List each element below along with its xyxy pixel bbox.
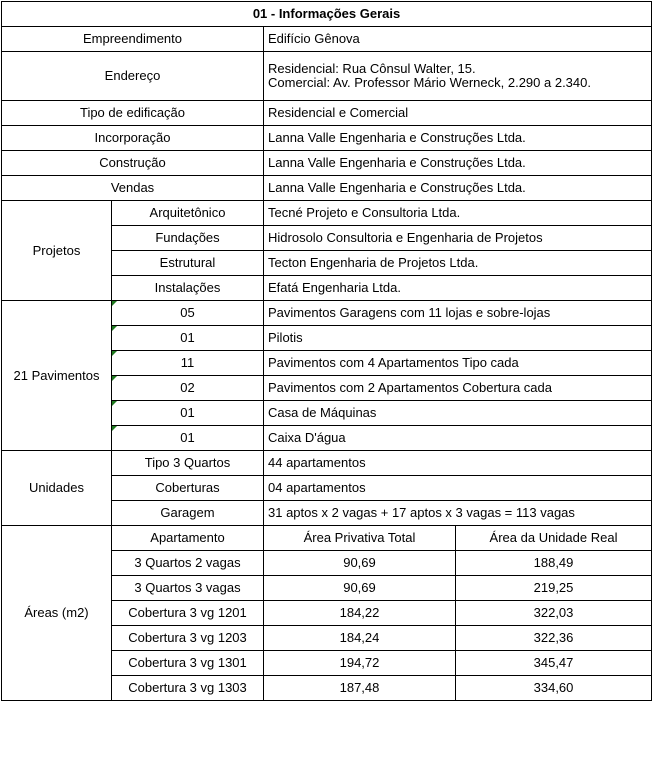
floor-count: 01: [112, 326, 264, 351]
row-label: Incorporação: [2, 126, 264, 151]
unit-value: 31 aptos x 2 vagas + 17 aptos x 3 vagas = 113 vagas: [264, 501, 652, 526]
info-table: [1, 1, 652, 701]
table-row: [2, 101, 652, 126]
real-area: 322,03: [456, 601, 652, 626]
project-company: Tecton Engenharia de Projetos Ltda.: [264, 251, 652, 276]
floor-count: 11: [112, 351, 264, 376]
real-area: 219,25: [456, 576, 652, 601]
table-row: [2, 126, 652, 151]
title-row: [2, 2, 652, 27]
floor-description: Pavimentos com 4 Apartamentos Tipo cada: [264, 351, 652, 376]
address-line-comercial: Comercial: Av. Professor Mário Werneck, 2.290 a 2.340.: [268, 75, 591, 90]
private-area: 184,24: [264, 626, 456, 651]
unit-value: 04 apartamentos: [264, 476, 652, 501]
project-type: Estrutural: [112, 251, 264, 276]
project-type: Arquitetônico: [112, 201, 264, 226]
private-area: 90,69: [264, 576, 456, 601]
row-value: Lanna Valle Engenharia e Construções Ltda.: [264, 176, 652, 201]
address-line-residencial: Residencial: Rua Cônsul Walter, 15.: [268, 61, 476, 76]
real-area: 334,60: [456, 676, 652, 701]
row-label: Empreendimento: [2, 27, 264, 52]
floor-description: Casa de Máquinas: [264, 401, 652, 426]
floor-count: 01: [112, 426, 264, 451]
table-row: [2, 151, 652, 176]
row-label: Construção: [2, 151, 264, 176]
private-area: 184,22: [264, 601, 456, 626]
private-area: 194,72: [264, 651, 456, 676]
row-label: Endereço: [2, 52, 264, 101]
address-cell: [264, 52, 652, 101]
real-area: 345,47: [456, 651, 652, 676]
row-label: Tipo de edificação: [2, 101, 264, 126]
project-type: Fundações: [112, 226, 264, 251]
column-header: Área Privativa Total: [264, 526, 456, 551]
group-label-unidades: Unidades: [2, 451, 112, 526]
apartment-type: Cobertura 3 vg 1303: [112, 676, 264, 701]
floor-description: Pavimentos com 2 Apartamentos Cobertura cada: [264, 376, 652, 401]
column-header: Área da Unidade Real: [456, 526, 652, 551]
column-header: Apartamento: [112, 526, 264, 551]
table-row: [2, 176, 652, 201]
group-label-pavimentos: 21 Pavimentos: [2, 301, 112, 451]
floor-description: Caixa D'água: [264, 426, 652, 451]
apartment-type: 3 Quartos 2 vagas: [112, 551, 264, 576]
unit-type: Coberturas: [112, 476, 264, 501]
table-row: [2, 301, 652, 326]
unit-type: Tipo 3 Quartos: [112, 451, 264, 476]
floor-count: 05: [112, 301, 264, 326]
apartment-type: Cobertura 3 vg 1203: [112, 626, 264, 651]
row-value: Residencial e Comercial: [264, 101, 652, 126]
table-title: 01 - Informações Gerais: [2, 2, 652, 27]
project-company: Efatá Engenharia Ltda.: [264, 276, 652, 301]
row-value: Lanna Valle Engenharia e Construções Ltda.: [264, 151, 652, 176]
private-area: 187,48: [264, 676, 456, 701]
floor-description: Pilotis: [264, 326, 652, 351]
row-value: Edifício Gênova: [264, 27, 652, 52]
apartment-type: 3 Quartos 3 vagas: [112, 576, 264, 601]
real-area: 322,36: [456, 626, 652, 651]
table-row: [2, 451, 652, 476]
row-label: Vendas: [2, 176, 264, 201]
real-area: 188,49: [456, 551, 652, 576]
floor-count: 02: [112, 376, 264, 401]
table-row: [2, 27, 652, 52]
group-label-projetos: Projetos: [2, 201, 112, 301]
table-row: [2, 201, 652, 226]
table-row: [2, 52, 652, 101]
private-area: 90,69: [264, 551, 456, 576]
apartment-type: Cobertura 3 vg 1301: [112, 651, 264, 676]
group-label-areas: Áreas (m2): [2, 526, 112, 701]
unit-value: 44 apartamentos: [264, 451, 652, 476]
unit-type: Garagem: [112, 501, 264, 526]
apartment-type: Cobertura 3 vg 1201: [112, 601, 264, 626]
project-company: Tecné Projeto e Consultoria Ltda.: [264, 201, 652, 226]
row-value: Lanna Valle Engenharia e Construções Ltda.: [264, 126, 652, 151]
floor-description: Pavimentos Garagens com 11 lojas e sobre-lojas: [264, 301, 652, 326]
project-company: Hidrosolo Consultoria e Engenharia de Projetos: [264, 226, 652, 251]
areas-header-row: [2, 526, 652, 551]
floor-count: 01: [112, 401, 264, 426]
project-type: Instalações: [112, 276, 264, 301]
